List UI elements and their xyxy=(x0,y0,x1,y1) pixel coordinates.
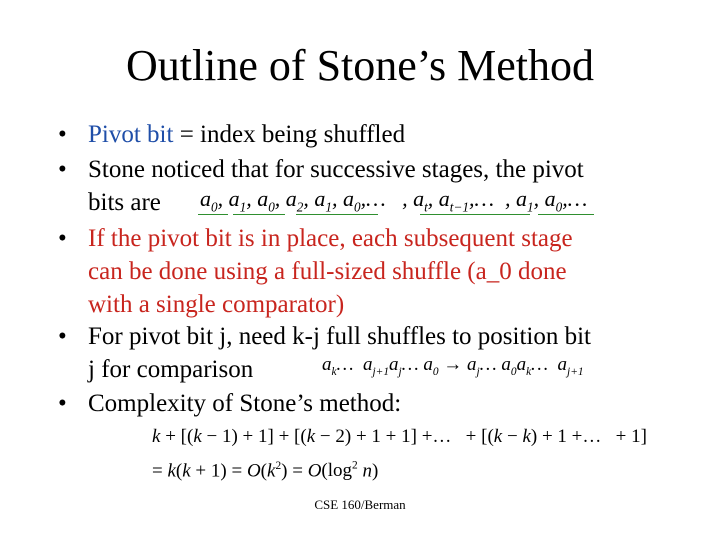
bullet-text-line: j for comparison xyxy=(88,356,254,383)
complexity-formula-sum: k + [(k − 1) + 1] + [(k − 2) + 1 + 1] +… + [(k − k) + 1 +… + 1] xyxy=(152,426,647,447)
bullet-text-line: If the pivot bit is in place, each subsequent stage xyxy=(88,225,573,252)
bullet-dot: • xyxy=(58,225,67,252)
bullet-text-line: For pivot bit j, need k-j full shuffles to position bit xyxy=(88,323,591,350)
bullet-dot: • xyxy=(58,323,67,350)
slide-footer: CSE 160/Berman xyxy=(314,497,406,512)
pivot-sequence-formula: $a_0$, $a_1$, $a_0$, $a_2$, $a_1$, $a_0,\dots$ , $a_t$, $a_{t-1},\dots$ , $a_1$, $a_0,\dots$ xyxy=(200,186,588,215)
group-underline xyxy=(198,214,228,215)
group-underline xyxy=(296,214,378,215)
bullet-text-line: Complexity of Stone’s method: xyxy=(88,390,402,417)
bullet-dot: • xyxy=(58,121,67,148)
bullet-dot: • xyxy=(58,390,67,417)
group-underline xyxy=(538,214,594,215)
bullet-text-line: with a single comparator) xyxy=(88,291,345,318)
pivot-bit-definition: = index being shuffled xyxy=(173,121,406,148)
pivot-bit-term: Pivot bit xyxy=(88,121,174,148)
bullet-text-line: bits are xyxy=(88,189,161,216)
slide-title: Outline of Stone’s Method xyxy=(125,41,595,90)
complexity-formula-result: = $k(k + 1) = O(k^2) = O(\log^2$ n) xyxy=(152,460,379,482)
bullet-text-line: Stone noticed that for successive stages, the pivot xyxy=(88,156,584,183)
bullet-dot: • xyxy=(58,156,67,183)
group-underline xyxy=(420,214,530,215)
shuffle-formula: $a_k\dots$ $a_{j+1}a_j\dots$ $a_0$ → $a_j\dots$ $a_0a_k\dots$ $a_{j+1}$ xyxy=(322,354,584,378)
bullet-text-line: can be done using a full-sized shuffle (a_0 done xyxy=(88,258,567,285)
group-underline xyxy=(233,214,285,215)
